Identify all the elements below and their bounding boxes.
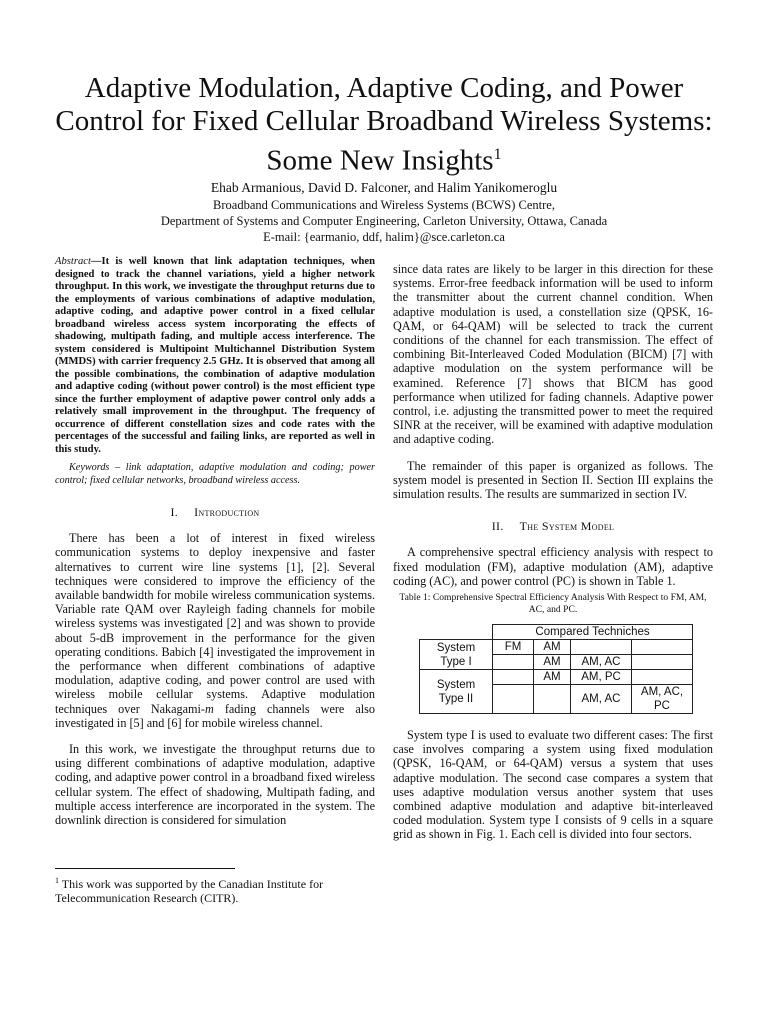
- table-cell: AM, AC: [571, 655, 632, 670]
- table-row: [420, 670, 693, 685]
- intro-p1-end: fading channels were also investigated in [5] and [6] for mobile wireless channel.: [55, 701, 375, 730]
- table-cell: [632, 670, 693, 685]
- intro-paragraph-2: In this work, we investigate the throughput returns due to using different combinations of adaptive modulation, adaptive coding, and adaptive power control in a broadband fixed wireless cellular system. The effect of shadowing, Multipath fading, and multiple access interference are incorporated in the system. The downlink direction is considered for simulation: [55, 742, 375, 828]
- table-caption: Table 1: Comprehensive Spectral Efficiency Analysis With Respect to FM, AM, AC, and PC.: [399, 592, 707, 616]
- intro-paragraph-1: [55, 531, 375, 730]
- table-cell: AM, AC: [571, 685, 632, 714]
- section-number: I.: [170, 505, 179, 519]
- table-cell: AM: [534, 640, 571, 655]
- paper-title: [40, 72, 728, 178]
- footnote: [55, 874, 375, 905]
- abstract-label: Abstract: [55, 256, 91, 267]
- table-cell: [493, 655, 534, 670]
- footnote-divider: [55, 868, 235, 869]
- table-header-cell: Compared Techniches: [493, 625, 693, 640]
- intro-p1-italic: m: [204, 701, 214, 716]
- section-number: II.: [491, 519, 504, 534]
- table-cell: AM, AC, PC: [632, 685, 693, 714]
- table-row: [420, 640, 693, 655]
- organization-paragraph: The remainder of this paper is organized as follows. The system model is presented in Section II. Section III explains the simulation results. The results are summarized in section IV.: [393, 458, 713, 502]
- table-cell: AM, PC: [571, 670, 632, 685]
- row-label-type-2: System Type II: [420, 670, 493, 714]
- left-column: [55, 256, 375, 827]
- footnote-mark: 1: [55, 876, 59, 885]
- affiliation-centre: Broadband Communications and Wireless Systems (BCWS) Centre,: [213, 198, 555, 212]
- section-heading-introduction: [55, 505, 375, 519]
- footnote-text: This work was supported by the Canadian Institute for Telecommunication Research (CITR).: [55, 877, 324, 905]
- system-model-paragraph-2: System type I is used to evaluate two different cases: The first case involves comparing a system using fixed modulation (QPSK, 16-QAM, or 64-QAM) versus a system that uses adaptive modulation. The second case compares a system that uses adaptive modulation versus another system that uses combined adaptive modulation and adaptive bit-interleaved coded modulation. System type I consists of 9 cells in a square grid as shown in Fig. 1. Each cell is divided into four sectors.: [393, 728, 713, 842]
- table-cell: [493, 670, 534, 685]
- paper-title-text: Adaptive Modulation, Adaptive Coding, and Power Control for Fixed Cellular Broadband Wireless Systems: Some New Insights: [55, 72, 713, 177]
- table-cell: FM: [493, 640, 534, 655]
- section-title: Introduction: [194, 505, 260, 519]
- section-heading-system-model: [393, 519, 713, 533]
- system-model-paragraph-1: A comprehensive spectral efficiency analysis with respect to fixed modulation (FM), adaptive modulation (AM), adaptive coding (AC), and power control (PC) is shown in Table 1.: [393, 545, 713, 588]
- title-footnote-mark: 1: [493, 146, 502, 163]
- table-cell: AM: [534, 655, 571, 670]
- table-cell: AM: [534, 670, 571, 685]
- author-list: Ehab Armanious, David D. Falconer, and Halim Yanikomeroglu: [210, 180, 558, 195]
- right-column: [393, 262, 713, 842]
- table-cell: [493, 685, 534, 714]
- table-cell: [534, 685, 571, 714]
- keywords: Keywords – link adaptation, adaptive modulation and coding; power control; fixed cellular networks, broadband wireless access.: [55, 462, 375, 486]
- comparison-table: [419, 624, 693, 714]
- affiliation-department: Department of Systems and Computer Engineering, Carleton University, Ottawa, Canada: [160, 214, 608, 228]
- intro-p1-text: There has been a lot of interest in fixed wireless communication systems to deploy inexpensive and faster alternatives to current wire line systems [1], [2]. Several techniques were considered to improve the efficiency of the available bandwidth for mobile wireless communication systems. Variable rate QAM over Rayleigh fading channels for mobile wireless systems was investigated [2] and was shown to provide about 5-dB improvement in the performance for the given operating conditions. Babich [4] investigated the improvement in the performance when different combinations of adaptive modulation, adaptive coding, and power control are used with wireless mobile cellular systems. Adaptive modulation techniques over Nakagami-: [55, 531, 375, 716]
- table-cell: [571, 640, 632, 655]
- affiliation-block: [40, 197, 728, 245]
- table-row: [420, 625, 693, 640]
- abstract: [55, 256, 375, 456]
- section-title: The System Model: [519, 519, 615, 534]
- abstract-text: —It is well known that link adaptation techniques, when designed to track the channel variations, yield a higher network throughput. In this work, we investigate the throughput returns due to the employments of various combinations of adaptive modulation, adaptive coding, and adaptive power control in a fixed cellular broadband wireless access system incorporating the effects of shadowing, multipath fading, and multiple access interference. The system considered is Multipoint Multichannel Distribution System (MMDS) with carrier frequency 2.5 GHz. It is observed that among all the possible combinations, the combination of adaptive modulation and adaptive coding (without power control) is the most efficient type since the further employment of adaptive power control only adds a relatively small improvement in the throughput. The frequency of occurrence of different constellation sizes and code rates with the percentages of the successful and failing links, are reported as well in this study.: [55, 256, 375, 455]
- table-cell: [632, 640, 693, 655]
- intro-continued-paragraph: since data rates are likely to be larger in this direction for these systems. Error-free feedback information will be used to inform the transmitter about the current channel condition. When adaptive modulation is used, a constellation size (QPSK, 16-QAM, or 64-QAM) will be selected to track the current conditions of the channel for each transmission. The effect of combining Bit-Interleaved Coded Modulation (BICM) [7] with adaptive modulation on the system performance will be examined. Reference [7] shows that BICM has good performance when utilized for fading channels. Adaptive power control, i.e. adjusting the transmitted power to meet the required SINR at the receiver, will be examined with adaptive modulation and adaptive coding.: [393, 262, 713, 447]
- table-cell: [632, 655, 693, 670]
- author-email: E-mail: {earmanio, ddf, halim}@sce.carleton.ca: [263, 230, 505, 244]
- row-label-type-1: System Type I: [420, 640, 493, 670]
